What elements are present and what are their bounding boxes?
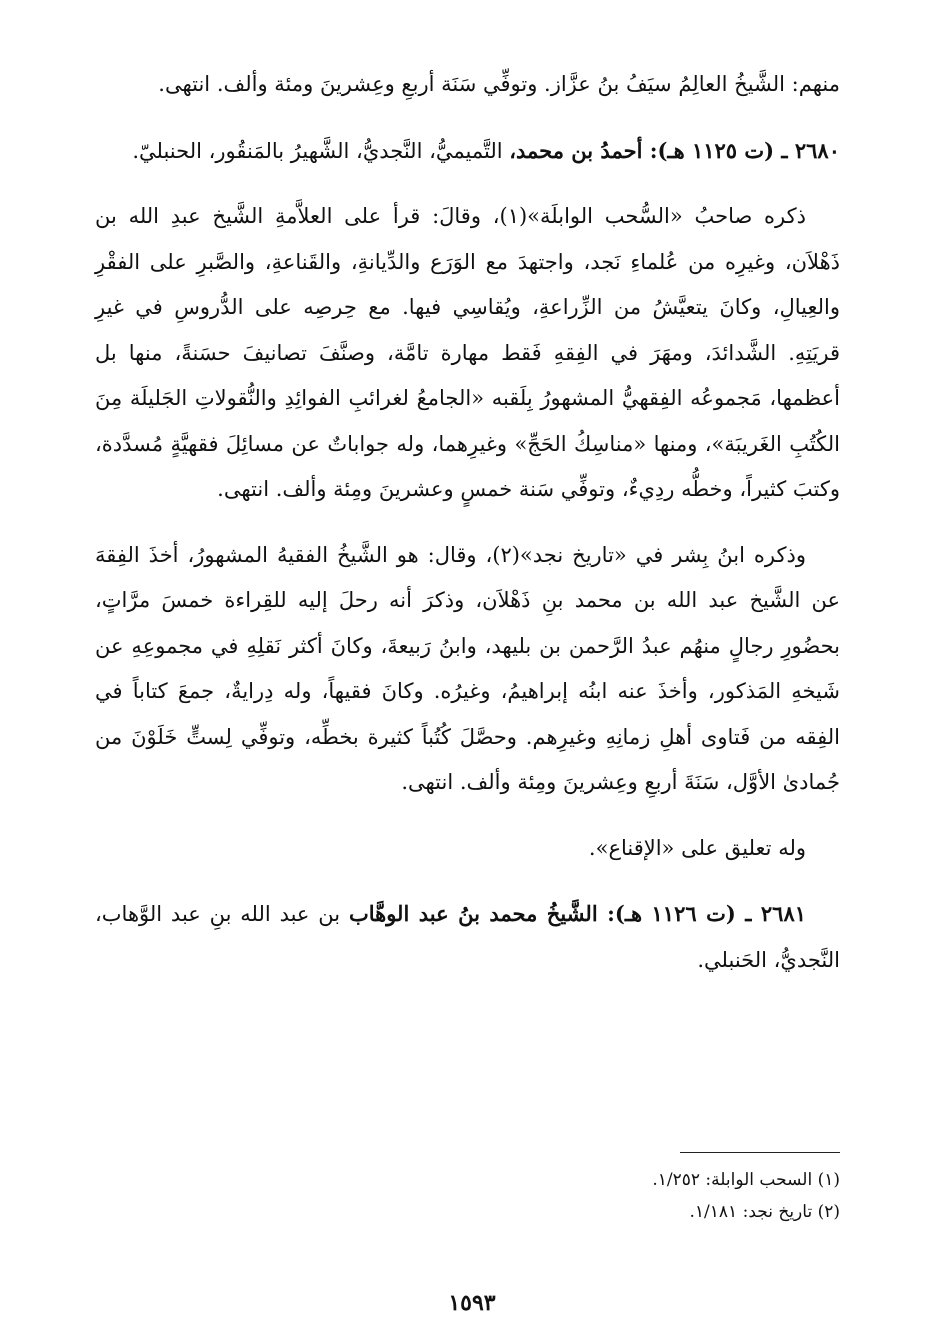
paragraph-intro: منهم: الشَّيخُ العالِمُ سيَفُ بنُ عزَّاز. وتوفِّي سَنَة أربعِ وعِشرينَ ومئة وألف. انتهى. — [158, 72, 840, 96]
footnote-1: (١) السحب الوابلة: ١/٢٥٢. — [652, 1170, 840, 1190]
page-number: ١٥٩٣ — [448, 1290, 496, 1316]
entry-2680-heading — [95, 128, 840, 175]
footnotes — [95, 1164, 840, 1228]
entry-2681-name: ٢٦٨١ ـ (ت ١١٢٦ هـ): الشَّيخُ محمد بنُ عبد الوهَّاب — [348, 901, 807, 926]
entry-2681-heading — [95, 891, 840, 983]
paragraph-suhub: ذكره صاحبُ «السُّحب الوابلَة»(١)، وقالَ: قرأ على العلاَّمةِ الشَّيخ عبدِ الله بن ذَهْلاَن، وغيرِه من عُلماءِ نَجد، واجتهدَ مع الوَرَع والدِّيانةِ، والقَناعةِ، والصَّبرِ على الفقْرِ والعِيالِ، وكانَ يتعيَّشُ من الزِّراعةِ، ويُقاسِي فيها. مع حِرصِه على الدُّروسِ في غيرِ قريَتِهِ. الشَّدائدَ، ومهَرَ في الفِقهِ فَقط مهارة تامَّة، وصنَّفَ تصانيفَ حسَنةً، منها بل أعظمها، مَجموعُه الفِقهيُّ المشهورُ بِلَقبه «الجامعُ لغرائبِ الفوائِدِ والنُّقولاتِ الجَليلَة مِنَ الكُتُبِ الغَريبَة»، ومنها «مناسِكُ الحَجِّ» وغيرِهما، وله جواباتٌ عن مسائِلَ فقهيَّةٍ مُسدَّدة، وكتبَ كثيراً، وخطُّه ردِيءٌ، وتوفِّي سَنة خمسٍ وعشرينَ ومِئة وألف. انتهى. — [95, 204, 840, 501]
entry-2680-name: ٢٦٨٠ ـ (ت ١١٢٥ هـ): أحمدُ بن محمد، — [509, 137, 840, 163]
entry-2680-details: التَّميميُّ، النَّجديُّ، الشَّهيرُ بالمَنقُور، الحنبليّ. — [132, 138, 510, 163]
paragraph-iqna: وله تعليق على «الإقناع». — [588, 835, 806, 860]
paragraph-ibn-bishr: وذكره ابنُ بِشر في «تاريخ نجد»(٢)، وقال: هو الشَّيخُ الفقيهُ المشهورُ، أخذَ الفِقهَ عن الشَّيخ عبد الله بن محمد بنِ ذَهْلاَن، وذكرَ أنه رحلَ إليه للقِراءة خمسَ مرَّاتٍ، بحضُورِ رجالٍ منهُم عبدُ الرَّحمن بن بليهد، وابنُ رَبيعةَ، وكانَ أكثر نَقلِهِ في مجموعِهِ عن شَيخهِ المَذكور، وأخذَ عنه ابنُه إبراهيمُ، وغيرُه. وكانَ فقيهاً، وله دِرايةٌ، جمعَ كتاباً في الفِقه من فَتاوى أهلِ زمانِهِ وغيرِهم. وحصَّلَ كُتُباً كثيرة بخطِّه، وتوفِّي لِستٍّ خَلَوْنَ من جُمادىٰ الأوَّل، سَنَةَ أربعِ وعِشرينَ ومِئة وألف. انتهى. — [95, 542, 840, 794]
footnote-divider — [680, 1152, 840, 1153]
entry-2681-details: بن عبد الله بنِ عبد الوَّهاب، النَّجديُّ، الحَنبلي. — [95, 902, 840, 972]
page-body — [95, 62, 840, 997]
footnote-2: (٢) تاريخ نجد: ١/١٨١. — [689, 1202, 840, 1222]
